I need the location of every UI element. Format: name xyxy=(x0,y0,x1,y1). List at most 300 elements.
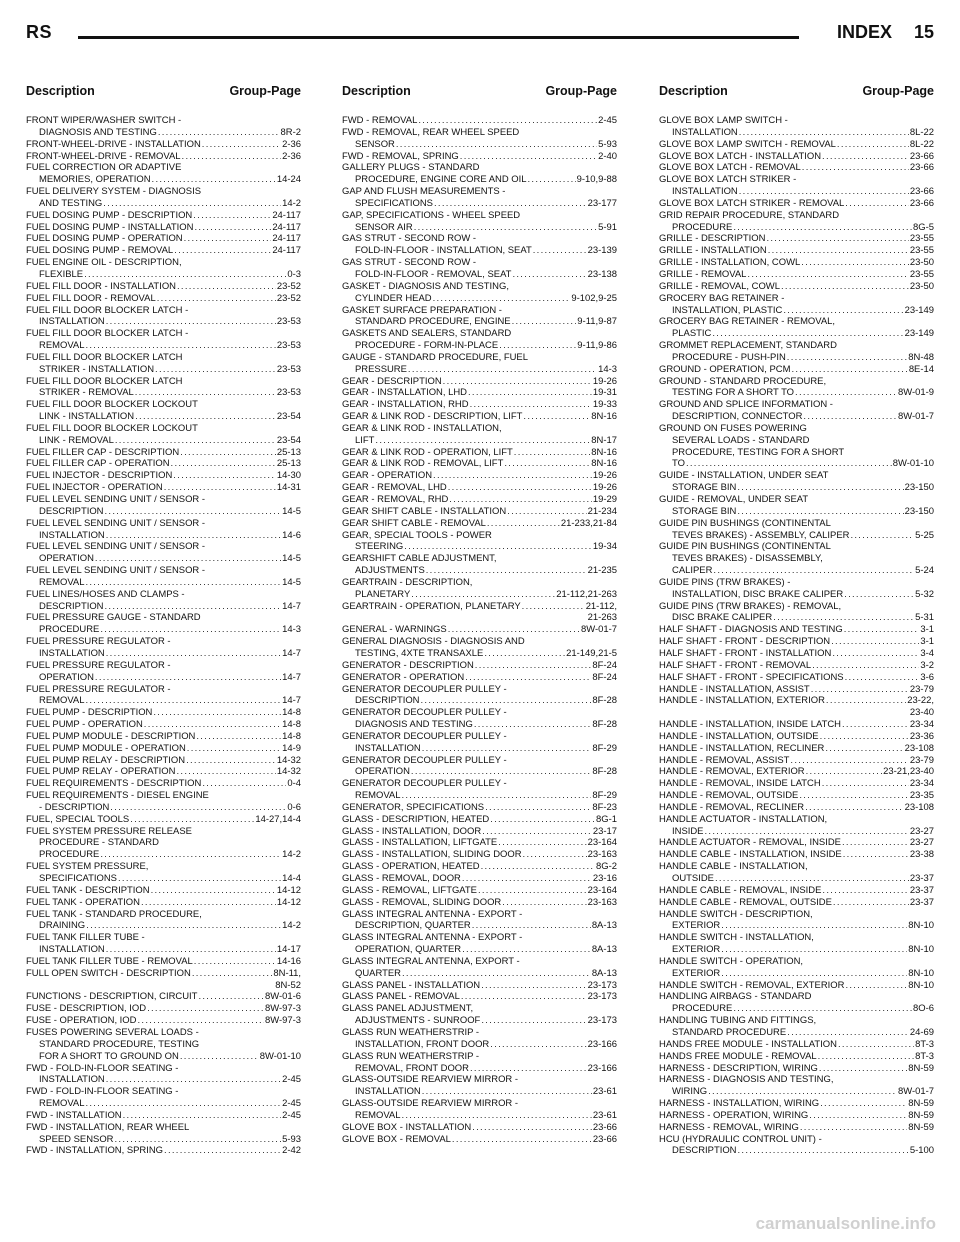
page-ref: 23-53 xyxy=(276,363,301,375)
entry-line xyxy=(659,1110,934,1122)
dot-leader xyxy=(820,1098,907,1110)
entry-line xyxy=(26,458,301,470)
index-entry xyxy=(342,352,617,376)
entry-text: GEAR - REMOVAL, RHD xyxy=(342,494,449,505)
entry-text: HANDLE - INSTALLATION, INSIDE LATCH xyxy=(659,719,841,731)
dot-leader xyxy=(100,849,281,861)
entry-line xyxy=(659,423,934,435)
entry-text: FUEL PRESSURE REGULATOR - xyxy=(26,659,171,671)
entry-line xyxy=(26,636,301,648)
entry-line xyxy=(342,837,617,849)
entry-line xyxy=(342,719,617,731)
entry-text: GASKETS AND SEALERS, STANDARD xyxy=(342,328,512,340)
entry-line xyxy=(342,210,617,222)
page-ref: 23-66 xyxy=(909,186,934,198)
entry-line xyxy=(342,553,617,565)
entry-text: FUEL, SPECIAL TOOLS xyxy=(26,813,130,825)
index-entry xyxy=(342,672,617,684)
page-ref: 24-117 xyxy=(272,233,301,245)
entry-line xyxy=(659,1074,934,1086)
entry-text: HANDLE - REMOVAL, RECLINER xyxy=(659,801,805,813)
page-ref: 23-163 xyxy=(587,849,617,861)
page-ref: 23-37 xyxy=(909,884,934,896)
page-ref: 8G-5 xyxy=(913,221,934,233)
page-ref: 24-69 xyxy=(909,1026,934,1038)
dot-leader xyxy=(106,1074,281,1086)
dot-leader xyxy=(472,1122,592,1134)
dot-leader xyxy=(461,991,587,1003)
entry-text: FUEL LEVEL SENDING UNIT / SENSOR - xyxy=(26,541,206,553)
dot-leader xyxy=(499,340,576,352)
page-ref: 23-52 xyxy=(276,280,301,292)
entry-text: HARNESS - INSTALLATION, WIRING xyxy=(659,1098,820,1110)
page-ref: 23-55 xyxy=(909,245,934,257)
index-entry xyxy=(342,305,617,329)
dot-leader xyxy=(803,411,897,423)
page-ref-continued: 8N-52 xyxy=(275,979,301,991)
entry-text: SPECIFICATIONS xyxy=(39,873,117,884)
dot-leader xyxy=(157,293,276,305)
page-ref: 25-13 xyxy=(276,446,301,458)
dot-leader xyxy=(507,506,586,518)
entry-line xyxy=(659,316,934,328)
entry-line xyxy=(342,162,617,174)
entry-text: GLASS INTEGRAL ANTENNA - EXPORT - xyxy=(342,908,523,920)
entry-line xyxy=(659,1086,934,1098)
entry-text: HALF SHAFT - FRONT - INSTALLATION xyxy=(659,647,832,659)
index-entry xyxy=(26,719,301,731)
entry-text: LIFT xyxy=(355,434,375,446)
page-ref: 14-5 xyxy=(282,553,301,565)
entry-text: GEAR - INSTALLATION, LHD xyxy=(342,387,467,399)
entry-line xyxy=(26,435,301,447)
entry-text: FWD - REMOVAL, REAR WHEEL SPEED xyxy=(342,126,520,138)
page-ref: 14-5 xyxy=(282,576,301,588)
index-entry xyxy=(342,991,617,1003)
index-entry xyxy=(342,399,617,411)
index-entry xyxy=(26,565,301,589)
entry-text: GAP, SPECIFICATIONS - WHEEL SPEED xyxy=(342,209,521,221)
dot-leader xyxy=(105,506,282,518)
page-ref: 24-117 xyxy=(272,209,301,221)
column-header-group-page: Group-Page xyxy=(862,84,934,98)
entry-line xyxy=(659,695,934,707)
entry-text: GROMMET REPLACEMENT, STANDARD xyxy=(659,340,837,352)
entry-text: STORAGE BIN xyxy=(672,505,737,517)
entry-line xyxy=(659,837,934,849)
entry-text: PLASTIC xyxy=(672,328,712,340)
index-entry xyxy=(342,956,617,980)
entry-text: DIAGNOSIS AND TESTING xyxy=(355,719,473,731)
index-entry xyxy=(26,956,301,968)
dot-leader xyxy=(110,802,286,814)
entry-text: PLANETARY xyxy=(355,588,411,600)
entry-text: HARNESS - REMOVAL, WIRING xyxy=(659,1121,799,1133)
page-ref: 8A-13 xyxy=(591,967,617,979)
entry-text: GLOVE BOX - INSTALLATION xyxy=(342,1121,472,1133)
entry-line xyxy=(659,482,934,494)
index-entry xyxy=(26,281,301,293)
dot-leader xyxy=(822,885,908,897)
index-entry xyxy=(342,897,617,909)
page-ref: 8W-97-3 xyxy=(264,1015,301,1027)
entry-line xyxy=(659,1039,934,1051)
page-ref: 8N-16 xyxy=(591,458,617,470)
index-entry xyxy=(659,1015,934,1039)
entry-line xyxy=(342,139,617,151)
entry-text: AND TESTING xyxy=(39,197,103,209)
entry-text: GLASS - INSTALLATION, SLIDING DOOR xyxy=(342,849,522,861)
entry-line xyxy=(26,269,301,281)
entry-line xyxy=(659,731,934,743)
page-ref: 14-8 xyxy=(282,719,301,731)
entry-line xyxy=(342,814,617,826)
entry-text: GLASS RUN WEATHERSTRIP - xyxy=(342,1026,480,1038)
dot-leader xyxy=(842,837,909,849)
index-entry xyxy=(26,1003,301,1015)
index-entry xyxy=(342,577,617,601)
entry-text: GLOVE BOX LATCH - REMOVAL xyxy=(659,162,801,174)
index-entry xyxy=(26,352,301,376)
page-ref: 8W-97-3 xyxy=(264,1003,301,1015)
index-entry xyxy=(659,814,934,838)
entry-text: FUSE - DESCRIPTION, IOD xyxy=(26,1003,147,1015)
index-entry xyxy=(659,423,934,470)
page-ref: 19-33 xyxy=(592,399,617,411)
page-ref: 5-93 xyxy=(598,138,617,150)
entry-text: INSIDE xyxy=(672,825,704,837)
entry-line xyxy=(26,174,301,186)
page-ref: 23-36 xyxy=(909,730,934,742)
entry-text: FUEL FILL DOOR BLOCKER LATCH xyxy=(26,375,183,387)
entry-line xyxy=(659,624,934,636)
entry-text: INSTALLATION xyxy=(39,1074,105,1086)
entry-line xyxy=(659,1015,934,1027)
index-entry xyxy=(342,1051,617,1075)
entry-text: GRILLE - REMOVAL, COWL xyxy=(659,280,780,292)
entry-line xyxy=(659,1027,934,1039)
index-entry xyxy=(659,802,934,814)
index-entry xyxy=(26,707,301,719)
dot-leader xyxy=(844,624,920,636)
entry-line xyxy=(26,210,301,222)
entry-text: STRIKER - REMOVAL xyxy=(39,387,134,399)
page-ref: 8W-01-7 xyxy=(580,624,617,636)
entry-text: TO xyxy=(672,458,685,470)
entry-line xyxy=(659,684,934,696)
page-ref: 23-150 xyxy=(904,482,934,494)
entry-text: GLOVE BOX LATCH - INSTALLATION xyxy=(659,150,822,162)
entry-text: STANDARD PROCEDURE xyxy=(672,1026,787,1038)
dot-leader xyxy=(490,814,595,826)
page-ref: 23-53 xyxy=(276,387,301,399)
entry-line xyxy=(26,151,301,163)
entry-line xyxy=(26,245,301,257)
page-ref: 5-25 xyxy=(915,529,934,541)
index-entry xyxy=(26,399,301,423)
dot-leader xyxy=(773,612,914,624)
index-entry xyxy=(26,139,301,151)
entry-line xyxy=(342,790,617,802)
entry-text: PROCEDURE xyxy=(672,221,733,233)
entry-line xyxy=(26,577,301,589)
page-ref: 21-233,21-84 xyxy=(560,517,617,529)
index-entry xyxy=(659,541,934,577)
entry-line xyxy=(342,458,617,470)
page-ref: 3-2 xyxy=(920,659,934,671)
entry-text: DESCRIPTION, QUARTER xyxy=(355,920,471,932)
entry-line xyxy=(659,589,934,601)
page-ref: 23-166 xyxy=(587,1062,617,1074)
entry-text: FUEL LEVEL SENDING UNIT / SENSOR - xyxy=(26,494,206,505)
entry-text: GENERAL DIAGNOSIS - DIAGNOSIS AND xyxy=(342,636,525,648)
page-ref: 0-4 xyxy=(287,778,301,790)
column-header-description: Description xyxy=(659,84,728,98)
page-ref: 8A-13 xyxy=(591,920,617,932)
index-entry xyxy=(342,909,617,933)
page-ref: 21-235 xyxy=(587,565,617,577)
index-entry xyxy=(26,328,301,352)
index-entry xyxy=(26,968,301,992)
page-ref: 23-108 xyxy=(904,801,934,813)
entry-line xyxy=(342,281,617,293)
entry-line xyxy=(659,269,934,281)
page-ref: 0-3 xyxy=(287,268,301,280)
entry-text: FUEL PUMP RELAY - DESCRIPTION xyxy=(26,754,186,766)
entry-text: DESCRIPTION xyxy=(39,505,104,517)
dot-leader xyxy=(85,340,275,352)
entry-text: GLASS INTEGRAL ANTENNA, EXPORT - xyxy=(342,955,520,967)
entry-text: GRILLE - REMOVAL xyxy=(659,268,747,280)
dot-leader xyxy=(433,293,571,305)
entry-line xyxy=(342,316,617,328)
index-entry xyxy=(659,743,934,755)
page-ref: 23-164 xyxy=(587,884,617,896)
entry-line xyxy=(26,660,301,672)
entry-text: FUEL FILL DOOR - INSTALLATION xyxy=(26,280,176,292)
page-ref: 8N-10 xyxy=(908,920,934,932)
dot-leader xyxy=(481,861,595,873)
entry-line xyxy=(342,506,617,518)
entry-line xyxy=(26,281,301,293)
entry-text: LINK - INSTALLATION xyxy=(39,411,135,423)
page-ref: 8F-28 xyxy=(592,695,617,707)
page-ref: 3-6 xyxy=(920,671,934,683)
entry-line xyxy=(659,920,934,932)
index-entry xyxy=(659,1039,934,1051)
page-ref: 23-50 xyxy=(909,280,934,292)
page-ref: 8L-22 xyxy=(909,138,934,150)
index-entry xyxy=(26,222,301,234)
entry-line xyxy=(342,849,617,861)
entry-line xyxy=(26,115,301,127)
dot-leader xyxy=(739,186,909,198)
page-ref: 14-32 xyxy=(276,754,301,766)
index-entry xyxy=(659,174,934,198)
index-entry xyxy=(659,1051,934,1063)
column-header-description: Description xyxy=(26,84,95,98)
page-ref: 8N-59 xyxy=(908,1109,934,1121)
index-entry xyxy=(26,991,301,1003)
dot-leader xyxy=(137,1015,264,1027)
entry-text: REMOVAL xyxy=(39,695,85,707)
entry-text: - DESCRIPTION xyxy=(39,801,110,813)
entry-line xyxy=(26,233,301,245)
page-ref: 8N-10 xyxy=(908,944,934,956)
dot-leader xyxy=(171,458,276,470)
entry-line xyxy=(26,731,301,743)
index-entry xyxy=(26,151,301,163)
index-entry xyxy=(26,1027,301,1063)
page-ref: 24-117 xyxy=(272,221,301,233)
entry-text: HANDLE SWITCH - OPERATION, xyxy=(659,955,804,967)
entry-line xyxy=(26,1122,301,1134)
entry-text: GLASS PANEL - INSTALLATION xyxy=(342,979,481,991)
index-entry xyxy=(342,518,617,530)
index-entry xyxy=(26,376,301,400)
page-ref: 8R-2 xyxy=(280,126,301,138)
dot-leader xyxy=(704,826,908,838)
entry-text: GENERAL - WARNINGS xyxy=(342,624,447,636)
entry-text: FUEL LINES/HOSES AND CLAMPS - xyxy=(26,588,185,600)
entry-text: GAP AND FLUSH MEASUREMENTS - xyxy=(342,186,506,198)
entry-text: FUEL DOSING PUMP - INSTALLATION xyxy=(26,221,194,233)
dot-leader xyxy=(475,660,592,672)
entry-line xyxy=(659,553,934,565)
dot-leader xyxy=(504,458,590,470)
index-entry xyxy=(342,778,617,802)
entry-text: FUEL PRESSURE REGULATOR - xyxy=(26,636,171,648)
index-column-2 xyxy=(342,115,617,1145)
index-entry xyxy=(659,909,934,933)
index-entry xyxy=(342,115,617,127)
entry-line xyxy=(342,1110,617,1122)
dot-leader xyxy=(478,885,587,897)
dot-leader xyxy=(462,944,591,956)
dot-leader xyxy=(173,470,276,482)
page-ref: 23-50 xyxy=(909,257,934,269)
page-ref: 23-61 xyxy=(592,1086,617,1098)
dot-leader xyxy=(806,766,882,778)
dot-leader xyxy=(485,802,591,814)
index-entry xyxy=(342,387,617,399)
entry-text: FUEL FILL DOOR BLOCKER LOCKOUT xyxy=(26,399,198,411)
entry-line xyxy=(342,435,617,447)
index-entry xyxy=(26,589,301,613)
entry-text: CYLINDER HEAD xyxy=(355,292,432,304)
entry-text: FUEL TANK - OPERATION xyxy=(26,896,140,908)
entry-line xyxy=(659,435,934,447)
page-ref: 23-34 xyxy=(909,778,934,790)
entry-text: GEAR, SPECIAL TOOLS - POWER xyxy=(342,529,492,541)
index-entry xyxy=(342,684,617,708)
entry-line xyxy=(26,766,301,778)
index-entry xyxy=(26,115,301,139)
page-ref: 14-9 xyxy=(282,742,301,754)
entry-line xyxy=(342,648,617,660)
entry-text: HANDLING AIRBAGS - STANDARD xyxy=(659,991,812,1003)
dot-leader xyxy=(85,695,281,707)
entry-line xyxy=(342,293,617,305)
entry-line xyxy=(342,530,617,542)
entry-text: GLASS-OUTSIDE REARVIEW MIRROR - xyxy=(342,1098,519,1110)
page-ref: 23-149 xyxy=(904,304,934,316)
page-ref: 23-164 xyxy=(587,837,617,849)
entry-line xyxy=(342,387,617,399)
page-ref: 8F-24 xyxy=(592,671,617,683)
index-entry xyxy=(659,695,934,719)
entry-text: GLASS - OPERATION, HEATED xyxy=(342,861,480,873)
entry-text: FUEL FILLER CAP - OPERATION xyxy=(26,458,170,470)
page-ref: 8F-24 xyxy=(592,659,617,671)
entry-text: GEARSHIFT CABLE ADJUSTMENT, xyxy=(342,553,497,565)
dot-leader xyxy=(114,1134,281,1146)
page-ref: 14-24 xyxy=(276,174,301,186)
entry-line xyxy=(26,494,301,506)
dot-leader xyxy=(103,198,281,210)
page-ref: 5-100 xyxy=(909,1145,934,1157)
entry-line xyxy=(26,293,301,305)
dot-leader xyxy=(196,731,281,743)
entry-text: GLOVE BOX LAMP SWITCH - xyxy=(659,115,788,126)
index-entry xyxy=(659,980,934,992)
entry-line xyxy=(342,447,617,459)
entry-line xyxy=(26,447,301,459)
entry-line xyxy=(342,269,617,281)
entry-line xyxy=(659,1122,934,1134)
index-entry xyxy=(342,127,617,151)
entry-line xyxy=(659,151,934,163)
entry-text: STRIKER - INSTALLATION xyxy=(39,363,155,375)
index-entry xyxy=(26,1015,301,1027)
entry-text: GLASS - INSTALLATION, DOOR xyxy=(342,825,482,837)
entry-text: GROUND AND SPLICE INFORMATION - xyxy=(659,399,833,411)
entry-text: OPERATION xyxy=(39,553,94,565)
entry-line xyxy=(659,660,934,672)
page-ref: 9-11,9-87 xyxy=(577,316,617,328)
entry-line xyxy=(342,707,617,719)
entry-line xyxy=(659,233,934,245)
entry-text: FUEL INJECTOR - DESCRIPTION xyxy=(26,470,173,482)
index-entry xyxy=(342,470,617,482)
page-ref: 23-27 xyxy=(909,837,934,849)
page-ref: 23-37 xyxy=(909,896,934,908)
dot-leader xyxy=(404,541,592,553)
entry-text: GEARTRAIN - OPERATION, PLANETARY xyxy=(342,600,521,612)
dot-leader xyxy=(842,719,909,731)
entry-line xyxy=(659,364,934,376)
page-ref: 8L-22 xyxy=(909,126,934,138)
entry-text: FUEL TANK FILLER TUBE - xyxy=(26,932,145,944)
page-ref: 19-34 xyxy=(592,541,617,553)
dot-leader xyxy=(833,897,909,909)
page-ref: 23-79 xyxy=(909,683,934,695)
entry-text: GLASS - INSTALLATION, LIFTGATE xyxy=(342,837,498,849)
entry-line xyxy=(659,873,934,885)
column-header-description: Description xyxy=(342,84,411,98)
dot-leader xyxy=(800,1122,907,1134)
entry-text: FUEL FILL DOOR BLOCKER LATCH - xyxy=(26,304,189,316)
entry-line xyxy=(659,766,934,778)
entry-line xyxy=(659,399,934,411)
dot-leader xyxy=(158,127,280,139)
dot-leader xyxy=(838,1039,914,1051)
dot-leader xyxy=(85,577,281,589)
index-entry xyxy=(26,233,301,245)
entry-line xyxy=(26,612,301,624)
page-ref: 14-7 xyxy=(282,671,301,683)
entry-text: HANDLE ACTUATOR - INSTALLATION, xyxy=(659,813,828,825)
